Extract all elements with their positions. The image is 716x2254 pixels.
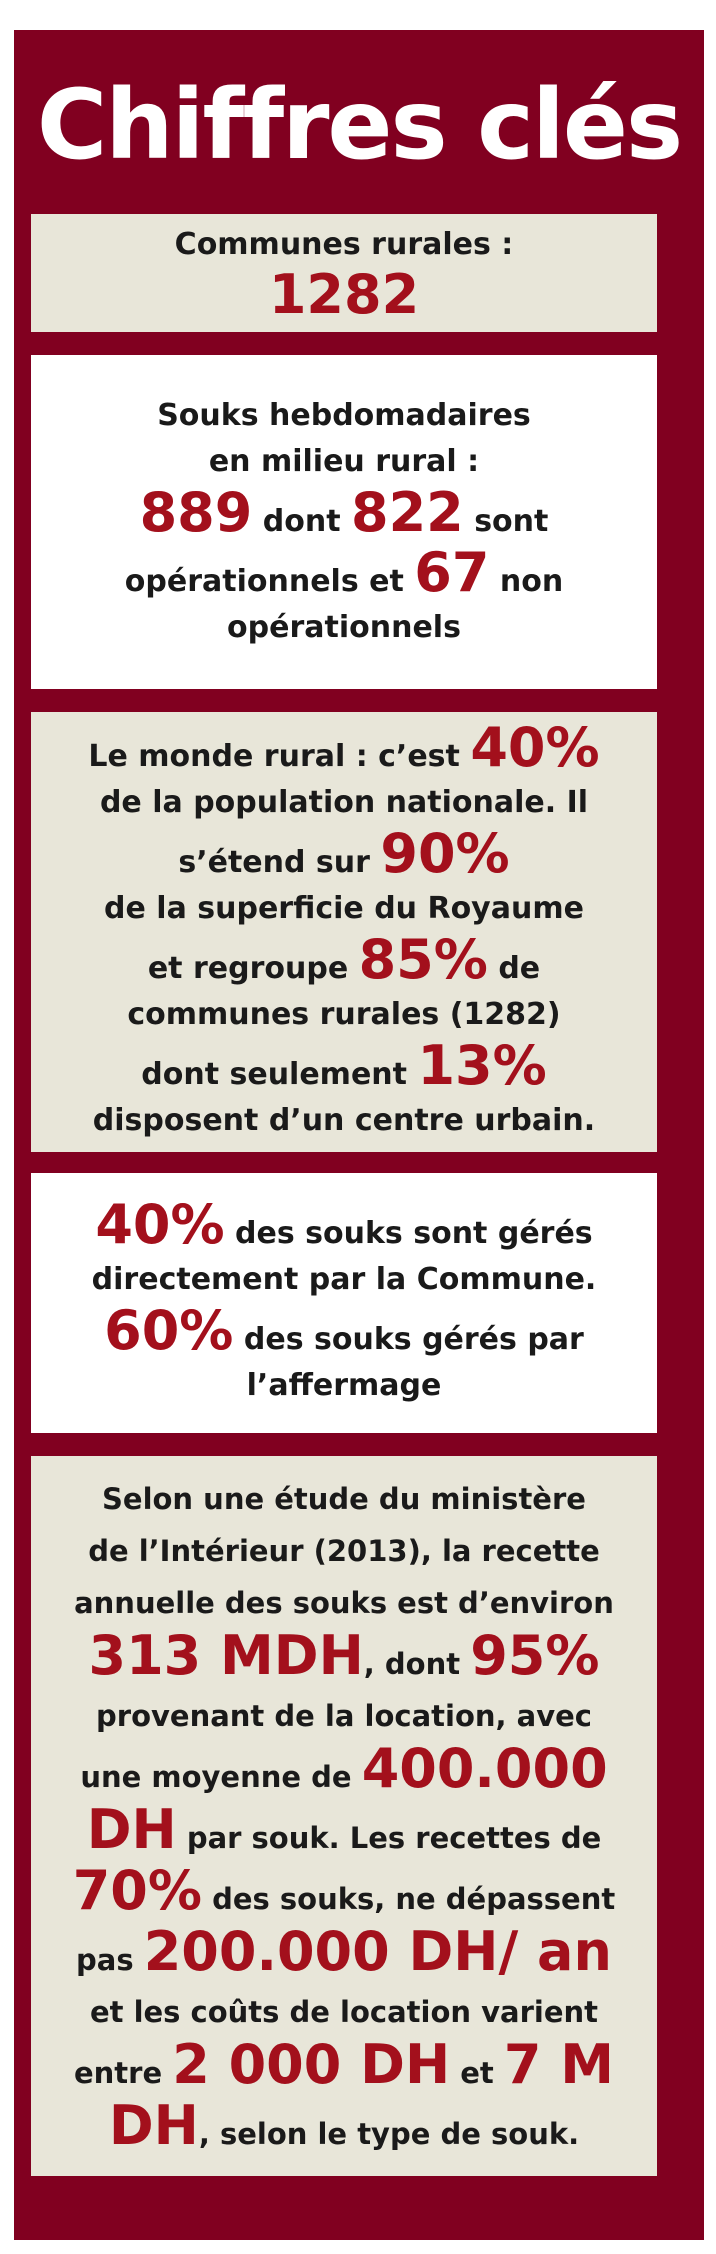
text-line: Souks hebdomadaires bbox=[157, 398, 531, 433]
box-souks-hebdomadaires bbox=[31, 355, 657, 689]
box-gestion-souks bbox=[31, 1173, 657, 1433]
text-fragment: non bbox=[489, 564, 564, 599]
moyenne-value: 400.000 bbox=[361, 1736, 608, 1800]
text-line: annuelle des souks est d’environ bbox=[74, 1585, 614, 1620]
communes-value: 1282 bbox=[268, 263, 420, 326]
infographic-title: Chiffres clés bbox=[36, 69, 682, 181]
text-line bbox=[88, 928, 599, 992]
box-content bbox=[88, 716, 600, 1144]
location-min-value: 2 000 DH bbox=[172, 2032, 451, 2096]
gestion-commune-percent: 40% bbox=[95, 1193, 225, 1256]
text-fragment: Le monde rural : c’est bbox=[88, 739, 471, 774]
text-fragment: des souks gérés par bbox=[233, 1322, 584, 1357]
text-line: de l’Intérieur (2013), la recette bbox=[88, 1533, 600, 1568]
text-fragment: dont bbox=[252, 504, 352, 539]
text-line: de la superficie du Royaume bbox=[104, 891, 584, 926]
box-content bbox=[73, 1473, 616, 2160]
text-line bbox=[88, 822, 599, 886]
box-content bbox=[174, 223, 514, 326]
text-line bbox=[73, 1736, 616, 1803]
location-max-value: 7 M bbox=[503, 2032, 614, 2096]
communes-percent: 85% bbox=[358, 928, 488, 991]
text-line: directement par la Commune. bbox=[91, 1262, 597, 1297]
communes-label: Communes rurales : bbox=[174, 227, 514, 262]
moyenne-unit: DH bbox=[86, 1797, 177, 1861]
text-line: et les coûts de location varient bbox=[89, 1994, 599, 2029]
text-line bbox=[124, 541, 564, 605]
text-line: provenant de la location, avec bbox=[96, 1698, 592, 1733]
text-fragment: de bbox=[487, 951, 541, 986]
location-percent: 95% bbox=[470, 1623, 600, 1687]
text-fragment: , dont bbox=[363, 1646, 471, 1681]
text-line bbox=[92, 1193, 597, 1257]
text-fragment: sont bbox=[463, 504, 549, 539]
text-line: en milieu rural : bbox=[208, 444, 480, 479]
text-line: l’affermage bbox=[246, 1368, 442, 1403]
text-line bbox=[73, 1919, 616, 1986]
box-recettes-souks bbox=[31, 1456, 657, 2176]
text-line: opérationnels bbox=[227, 610, 461, 645]
text-line bbox=[88, 1034, 599, 1098]
text-fragment: une moyenne de bbox=[80, 1759, 362, 1794]
text-line bbox=[88, 716, 600, 780]
text-fragment: dont seulement bbox=[141, 1057, 418, 1092]
text-line bbox=[73, 2032, 616, 2099]
recette-max-value: 200.000 DH/ an bbox=[143, 1919, 612, 1983]
souks-percent: 70% bbox=[72, 1858, 202, 1922]
text-line: disposent d’un centre urbain. bbox=[92, 1103, 596, 1138]
text-fragment: , selon le type de souk. bbox=[198, 2116, 580, 2151]
population-percent: 40% bbox=[470, 716, 600, 779]
text-line bbox=[125, 481, 563, 545]
text-fragment: pas bbox=[76, 1942, 144, 1977]
text-line bbox=[73, 1797, 616, 1864]
box-content bbox=[91, 1193, 597, 1409]
souks-operational-value: 822 bbox=[351, 481, 464, 544]
recette-annuelle-value: 313 MDH bbox=[88, 1623, 364, 1687]
text-line bbox=[92, 1299, 597, 1363]
superficie-percent: 90% bbox=[380, 822, 510, 885]
box-content bbox=[125, 393, 563, 651]
text-fragment: opérationnels et bbox=[124, 564, 415, 599]
text-fragment: des souks, ne dépassent bbox=[202, 1881, 616, 1916]
text-fragment: s’étend sur bbox=[178, 845, 381, 880]
centre-urbain-percent: 13% bbox=[417, 1034, 547, 1097]
text-fragment: et regroupe bbox=[147, 951, 359, 986]
text-line bbox=[73, 1623, 616, 1690]
box-monde-rural bbox=[31, 712, 657, 1152]
location-max-unit: DH bbox=[108, 2093, 199, 2157]
text-line: de la population nationale. Il bbox=[99, 785, 589, 820]
text-line bbox=[73, 2093, 616, 2160]
text-fragment: des souks sont gérés bbox=[224, 1216, 593, 1251]
text-fragment: entre bbox=[73, 2055, 173, 2090]
text-fragment: et bbox=[450, 2055, 504, 2090]
text-line: Selon une étude du ministère bbox=[102, 1481, 586, 1516]
text-line: communes rurales (1282) bbox=[127, 997, 561, 1032]
text-line bbox=[72, 1858, 616, 1925]
box-communes-rurales bbox=[31, 214, 657, 332]
affermage-percent: 60% bbox=[104, 1299, 234, 1362]
souks-total-value: 889 bbox=[139, 481, 253, 544]
souks-non-operational-value: 67 bbox=[414, 541, 490, 604]
text-fragment: par souk. Les recettes de bbox=[176, 1820, 602, 1855]
